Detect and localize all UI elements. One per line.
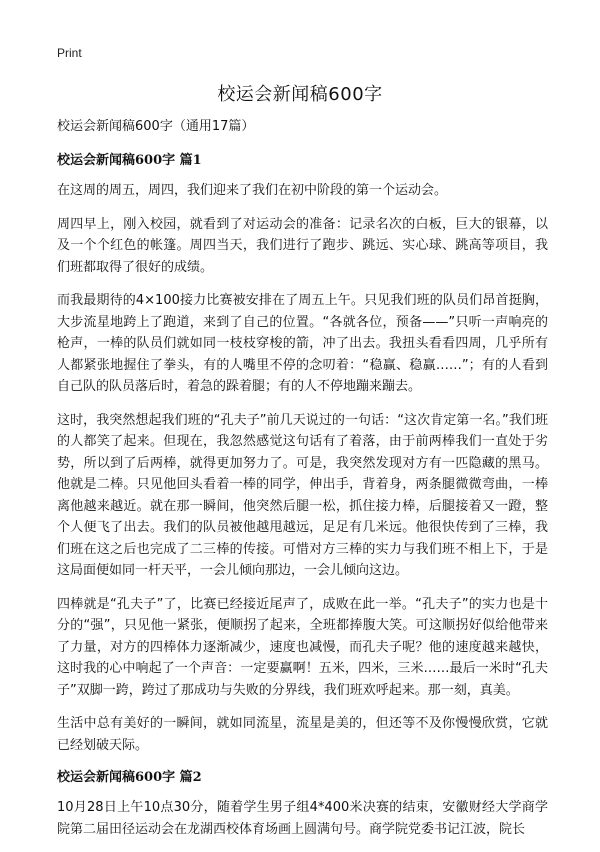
article-body <box>57 117 548 852</box>
paragraph: 而我最期待的4×100接力比赛被安排在了周五上午。只见我们班的队员们昂首挺胸，大步流星地跨上了跑道，来到了自己的位置。“各就各位，预备——”只听一声响亮的枪声，一棒的队员们就如同一枝枝穿梭的箭，冲了出去。我扭头看看四周，几乎所有人都紧张地握住了拳头，有的人嘴里不停的念叨着：“稳赢、稳赢……”；有的人看到自己队的队员落后时，着急的跺着腿；有的人不停地蹦来蹦去。 <box>57 293 548 394</box>
section-heading-1: 校运会新闻稿600字 篇1 <box>57 153 202 168</box>
paragraph: 四棒就是“孔夫子”了，比赛已经接近尾声了，成败在此一举。“孔夫子”的实力也是十分的“强”，只见他一紧张，便顺拐了起来，全班都捧腹大笑。可这顺拐好似给他带来了力量，对方的四棒体力逐渐减少，速度也减慢，而孔夫子呢？他的速度越来越快，这时我的心中响起了一个声音：一定要赢啊！五米，四米，三米……最后一米时“孔夫子”双脚一跨，跨过了那成功与失败的分界线，我们班欢呼起来。那一刻，真美。 <box>57 596 548 698</box>
paragraph: 生活中总有美好的一瞬间，就如同流星，流星是美的，但还等不及你慢慢欣赏，它就已经划破天际。 <box>57 716 548 753</box>
print-label: Print <box>57 46 82 60</box>
paragraph: 10月28日上午10点30分，随着学生男子组4*400米决赛的结束，安徽财经大学商学院第二届田径运动会在龙湖西校体育场画上圆满句号。商学院党委书记江波，院长 <box>57 800 548 837</box>
paragraph: 周四早上，刚入校园，就看到了对运动会的准备：记录名次的白板，巨大的银幕，以及一个个红色的帐篷。周四当天，我们进行了跑步、跳远、实心球、跳高等项目，我们班都取得了很好的成绩。 <box>57 216 548 275</box>
page-title: 校运会新闻稿600字 <box>217 84 383 105</box>
paragraph: 这时，我突然想起我们班的“孔夫子”前几天说过的一句话：“这次肯定第一名。”我们班的人都笑了起来。但现在，我忽然感觉这句话有了着落，由于前两棒我们一直处于劣势，所以到了后两棒，就得更加努力了。可是，我突然发现对方有一匹隐藏的黑马。他就是二棒。只见他回头看着一棒的同学，伸出手，背着身，两条腿微微弯曲，一棒离他越来越近。就在那一瞬间，他突然后腿一松，抓住接力棒，后腿接着又一蹬，整个人便飞了出去。我们的队员被他越甩越远，足足有几米远。他很快传到了三棒，我们班在这之后也完成了二三棒的传接。可惜对方三棒的实力与我们班不相上下，于是这局面便如同一杆天平，一会儿倾向那边，一会儿倾向这边。 <box>57 412 548 578</box>
paragraph: 在这周的周五，周四，我们迎来了我们在初中阶段的第一个运动会。 <box>57 183 448 198</box>
document-subtitle: 校运会新闻稿600字（通用17篇） <box>57 119 255 134</box>
section-heading-2: 校运会新闻稿600字 篇2 <box>57 770 202 785</box>
